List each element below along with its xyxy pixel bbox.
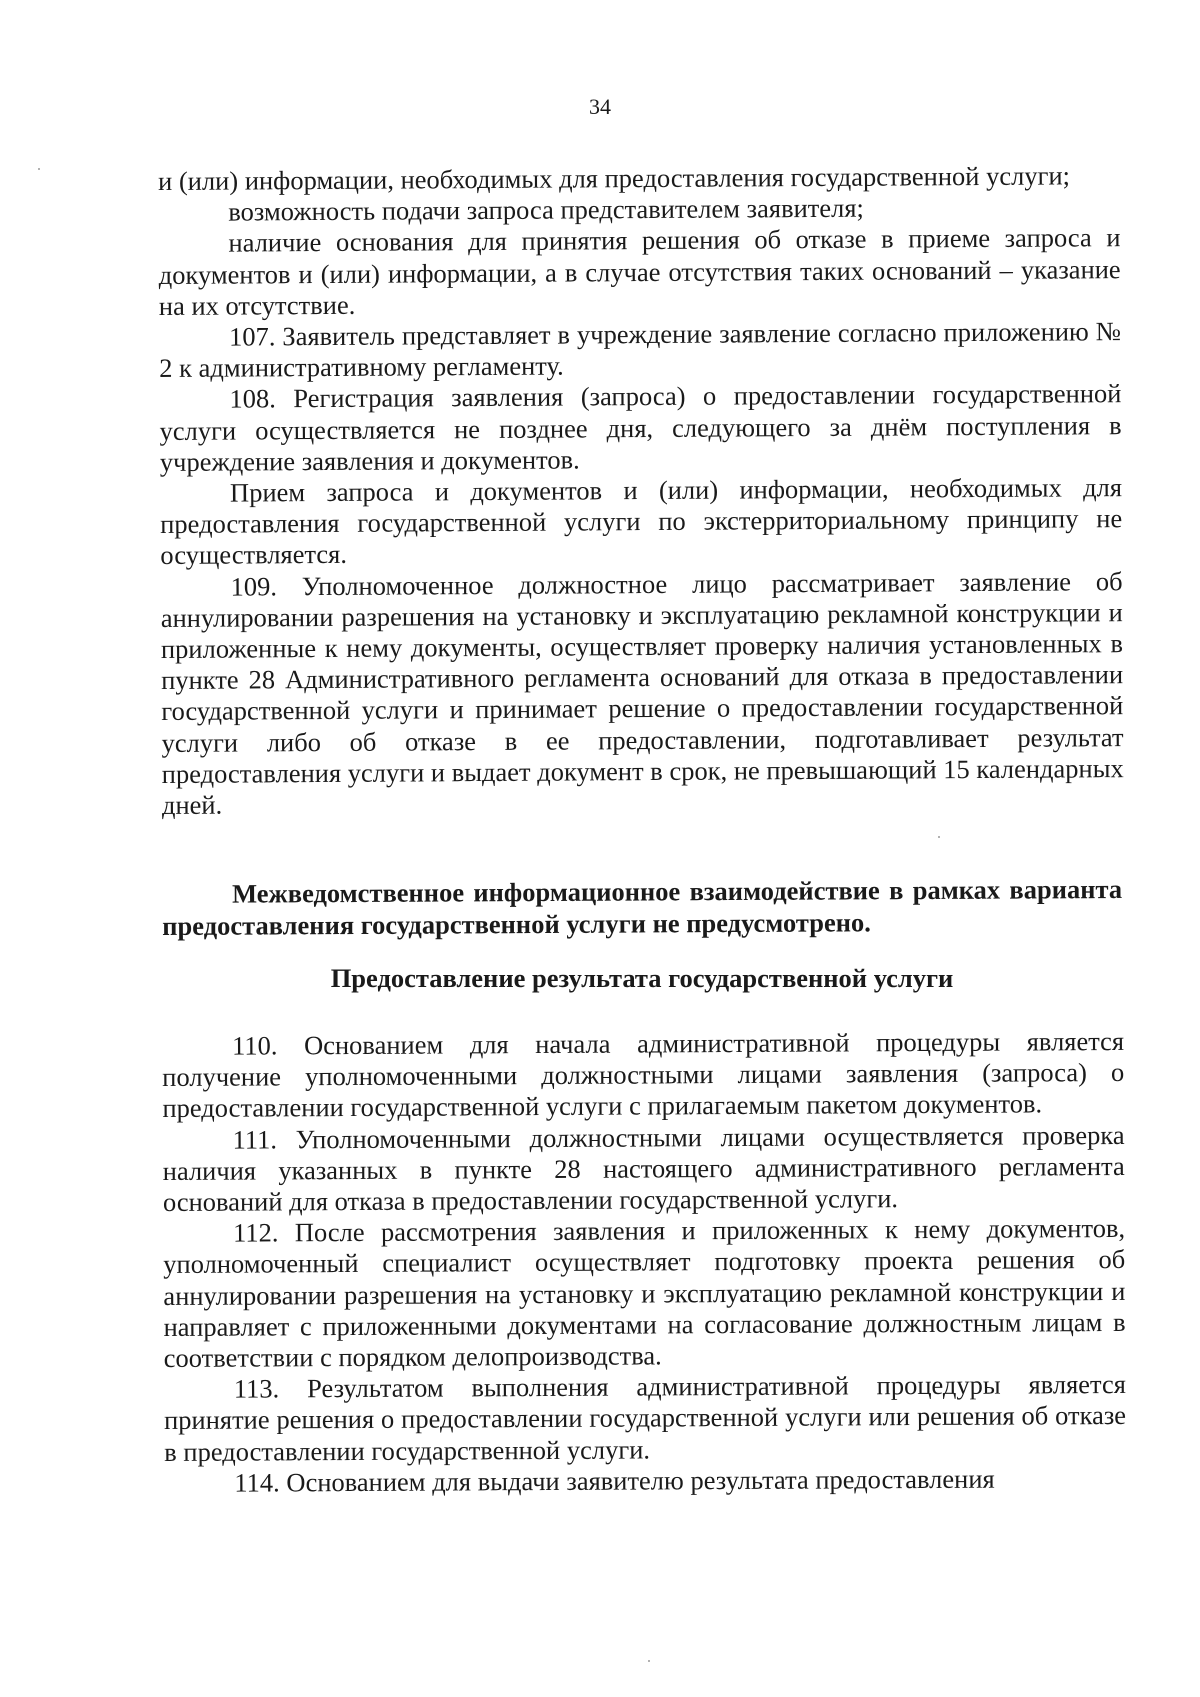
section-heading-interagency: Межведомственное информационное взаимодействие в рамках варианта предоставления государственной услуги не предусмотрено. — [162, 873, 1123, 941]
paragraph-112: 112. После рассмотрения заявления и приложенных к нему документов, уполномоченный специалист осуществляет подготовку проекта решения об аннулировании разрешения на установку и эксплуатацию рекламной конструкции и направляет с приложенными документами на согласование должностным лицам в соответствии с порядком делопроизводства. — [163, 1213, 1126, 1374]
paragraph-110: 110. Основанием для начала административной процедуры является получение уполномоченными должностными лицами заявления (запроса) о предоставлении государственной услуги с прилагаемым пакетом документов. — [162, 1025, 1125, 1124]
text-block-bottom — [162, 1026, 1126, 1499]
paragraph-114: 114. Основанием для выдачи заявителю результата предоставления — [234, 1463, 995, 1498]
paragraph-113: 113. Результатом выполнения административной процедуры является принятие решения о предоставлении государственной услуги или решения об отказе в предоставлении государственной услуги. — [163, 1369, 1127, 1467]
scan-speck — [38, 168, 40, 170]
paragraph-extraterritorial: Прием запроса и документов и (или) информации, необходимых для предоставления государственной услуги по экстерриториальному принципу не осуществляется. — [160, 472, 1123, 571]
paragraph-108: 108. Регистрация заявления (запроса) о предоставлении государственной услуги осуществляется не позднее дня, следующего за днём поступления в учреждение заявления и документов. — [159, 378, 1122, 477]
scan-speck — [648, 1660, 650, 1662]
text-block-top — [158, 160, 1124, 821]
paragraph-representative: возможность подачи запроса представителем заявителя; — [228, 192, 864, 227]
page-number: 34 — [589, 94, 611, 119]
section-heading-result: Предоставление результата государственной услуги — [330, 963, 954, 993]
paragraph-109: 109. Уполномоченное должностное лицо рассматривает заявление об аннулировании разрешения на установку и эксплуатацию рекламной конструкции и приложенные к нему документы, осуществляет проверку наличия установленных в пункте 28 Административного регламента оснований для отказа в предоставлении государственной услуги и принимает решение о предоставлении государственной услуги либо об отказе в ее предоставлении, подготавливает результат предоставления услуги и выдает документ в срок, не превышающий 15 календарных дней. — [160, 565, 1124, 821]
paragraph-107: 107. Заявитель представляет в учреждение заявление согласно приложению № 2 к административному регламенту. — [159, 316, 1122, 384]
scan-speck — [938, 836, 940, 838]
paragraph-refusal-grounds: наличие основания для принятия решения об отказе в приеме запроса и документов и (или) информации, а в случае отсутствия таких оснований – указание на их отсутствие. — [158, 222, 1121, 321]
paragraph-111: 111. Уполномоченными должностными лицами осуществляется проверка наличия указанных в пункте 28 настоящего административного регламента оснований для отказа в предоставлении государственной услуги. — [162, 1119, 1125, 1218]
paragraph-continuation: и (или) информации, необходимых для предоставления государственной услуги; — [158, 160, 1071, 196]
